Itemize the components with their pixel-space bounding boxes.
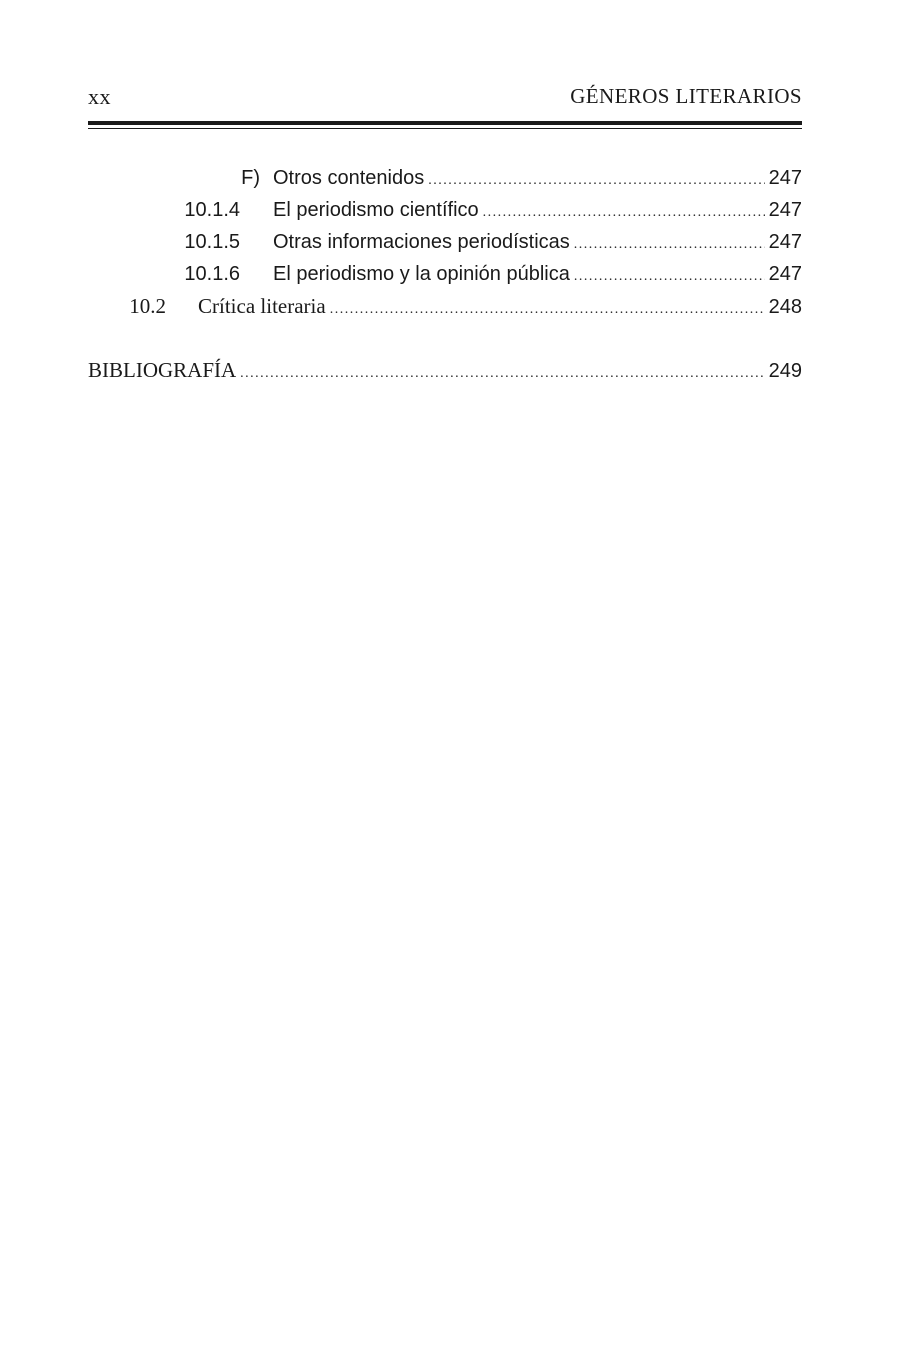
dot-leader <box>240 360 764 388</box>
toc-entry-page: 249 <box>768 360 802 382</box>
toc-entry-title: Otras informaciones periodísticas <box>273 231 570 253</box>
toc-entry-number: 10.1.5 <box>184 231 240 253</box>
toc-entry-page: 247 <box>768 199 802 221</box>
toc-entry-title: BIBLIOGRAFÍA <box>88 358 237 382</box>
toc-row[interactable] <box>88 228 802 256</box>
dot-leader <box>574 231 765 259</box>
toc-entry-title: Otros contenidos <box>273 167 425 189</box>
toc-entry-number: 10.1.4 <box>184 199 240 221</box>
page-header <box>88 84 802 114</box>
dot-leader <box>574 263 765 291</box>
toc-entry-number: F) <box>241 167 260 189</box>
dot-leader <box>330 296 765 324</box>
header-rule-thin <box>88 128 802 129</box>
toc-entry-page: 247 <box>768 167 802 189</box>
toc-entry-number: 10.2 <box>129 294 166 318</box>
toc-entry-title: El periodismo científico <box>273 199 479 221</box>
toc-row[interactable] <box>88 260 802 288</box>
dot-leader <box>428 167 764 195</box>
toc-row[interactable] <box>88 292 802 320</box>
toc-row-bibliography[interactable] <box>88 356 802 384</box>
header-rule-thick <box>88 121 802 125</box>
toc-entry-page: 248 <box>768 296 802 318</box>
toc-entry-page: 247 <box>768 231 802 253</box>
toc-row[interactable] <box>88 196 802 224</box>
page-number: xx <box>88 84 111 109</box>
dot-leader <box>483 199 765 227</box>
toc-entry-page: 247 <box>768 263 802 285</box>
toc-row[interactable] <box>88 164 802 192</box>
running-title: GÉNEROS LITERARIOS <box>570 84 802 108</box>
toc-entry-title: El periodismo y la opinión pública <box>273 263 570 285</box>
toc-entry-number: 10.1.6 <box>184 263 240 285</box>
toc-entry-title: Crítica literaria <box>198 294 326 318</box>
